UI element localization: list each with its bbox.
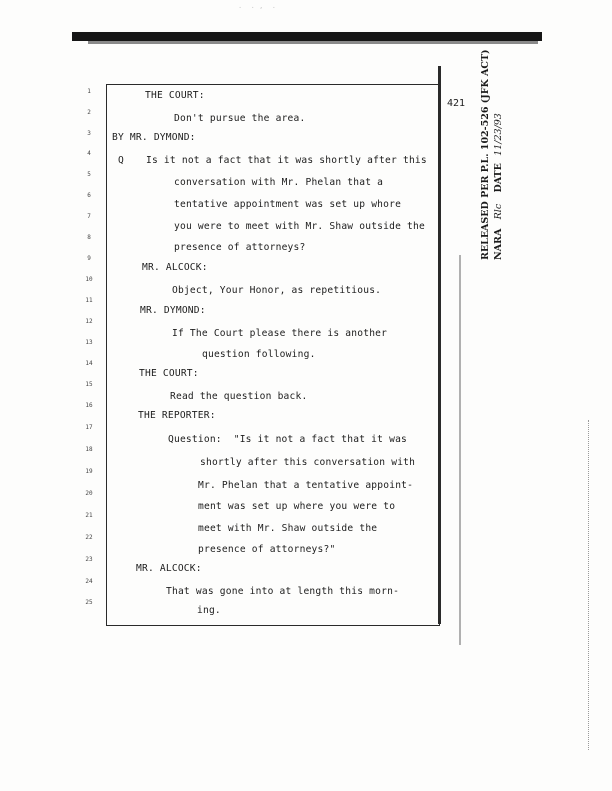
release-stamp-line2: [493, 113, 504, 260]
page-edge-marks: [588, 420, 591, 750]
stamp-nara-label: NARA: [493, 228, 504, 260]
line-number: 2: [87, 109, 91, 116]
page-top-border: [72, 32, 542, 41]
transcript-line: Question: "Is it not a fact that it was: [168, 434, 408, 445]
line-number: 16: [85, 402, 93, 409]
transcript-line: If The Court please there is another: [172, 328, 388, 339]
transcript-line: That was gone into at length this morn-: [166, 586, 400, 597]
line-number: 19: [85, 468, 93, 475]
transcript-line: presence of attorneys?": [198, 544, 336, 555]
speaker-label: THE COURT:: [145, 90, 205, 101]
line-number: 3: [87, 130, 91, 137]
transcript-right-rule: [438, 66, 441, 624]
transcript-line: conversation with Mr. Phelan that a: [174, 177, 384, 188]
line-number: 12: [85, 318, 93, 325]
line-number: 8: [87, 234, 91, 241]
line-number: 25: [85, 599, 93, 606]
line-number: 10: [85, 276, 93, 283]
transcript-line: presence of attorneys?: [174, 242, 306, 253]
transcript-line: ment was set up where you were to: [198, 501, 396, 512]
speaker-label: MR. ALCOCK:: [142, 262, 208, 273]
transcript-line: Mr. Phelan that a tentative appoint-: [198, 480, 414, 491]
transcript-line: you were to meet with Mr. Shaw outside the: [174, 221, 425, 232]
line-number: 13: [85, 339, 93, 346]
stamp-date: 11/23/93: [493, 113, 504, 156]
page-number: 421: [447, 98, 466, 109]
question-marker: Q: [118, 155, 124, 166]
line-number: 24: [85, 578, 93, 585]
margin-edge-line: [459, 255, 461, 645]
transcript-line: Object, Your Honor, as repetitious.: [172, 285, 382, 296]
line-number: 7: [87, 213, 91, 220]
speaker-label: THE COURT:: [139, 368, 199, 379]
transcript-line: Is it not a fact that it was shortly after this: [146, 155, 427, 166]
release-stamp-line1: RELEASED PER P.L. 102-526 (JFK ACT): [480, 49, 491, 260]
stamp-initials: Rlc: [493, 203, 504, 220]
line-number: 18: [85, 446, 93, 453]
stamp-date-label: DATE: [493, 163, 504, 193]
transcript-line: shortly after this conversation with: [200, 457, 416, 468]
line-number: 11: [85, 297, 93, 304]
transcript-line: meet with Mr. Shaw outside the: [198, 523, 378, 534]
scan-noise: . . , .: [238, 2, 276, 10]
line-number: 4: [87, 150, 91, 157]
line-number: 21: [85, 512, 93, 519]
line-number: 15: [85, 381, 93, 388]
transcript-line: Read the question back.: [170, 391, 308, 402]
speaker-label: MR. DYMOND:: [140, 305, 206, 316]
speaker-label: MR. ALCOCK:: [136, 563, 202, 574]
line-number: 6: [87, 192, 91, 199]
speaker-label: THE REPORTER:: [138, 410, 216, 421]
transcript-line: tentative appointment was set up whore: [174, 199, 402, 210]
release-stamp: [480, 49, 516, 270]
line-number: 20: [85, 490, 93, 497]
page-top-border-shadow: [88, 41, 538, 44]
line-number: 23: [85, 556, 93, 563]
line-number: 14: [85, 360, 93, 367]
line-number: 1: [87, 88, 91, 95]
line-number: 5: [87, 171, 91, 178]
line-number: 9: [87, 255, 91, 262]
transcript-line: Don't pursue the area.: [174, 113, 306, 124]
transcript-line: question following.: [202, 349, 316, 360]
examiner-label: BY MR. DYMOND:: [112, 132, 196, 143]
transcript-line: ing.: [197, 605, 221, 616]
line-number: 22: [85, 534, 93, 541]
line-number: 17: [85, 424, 93, 431]
